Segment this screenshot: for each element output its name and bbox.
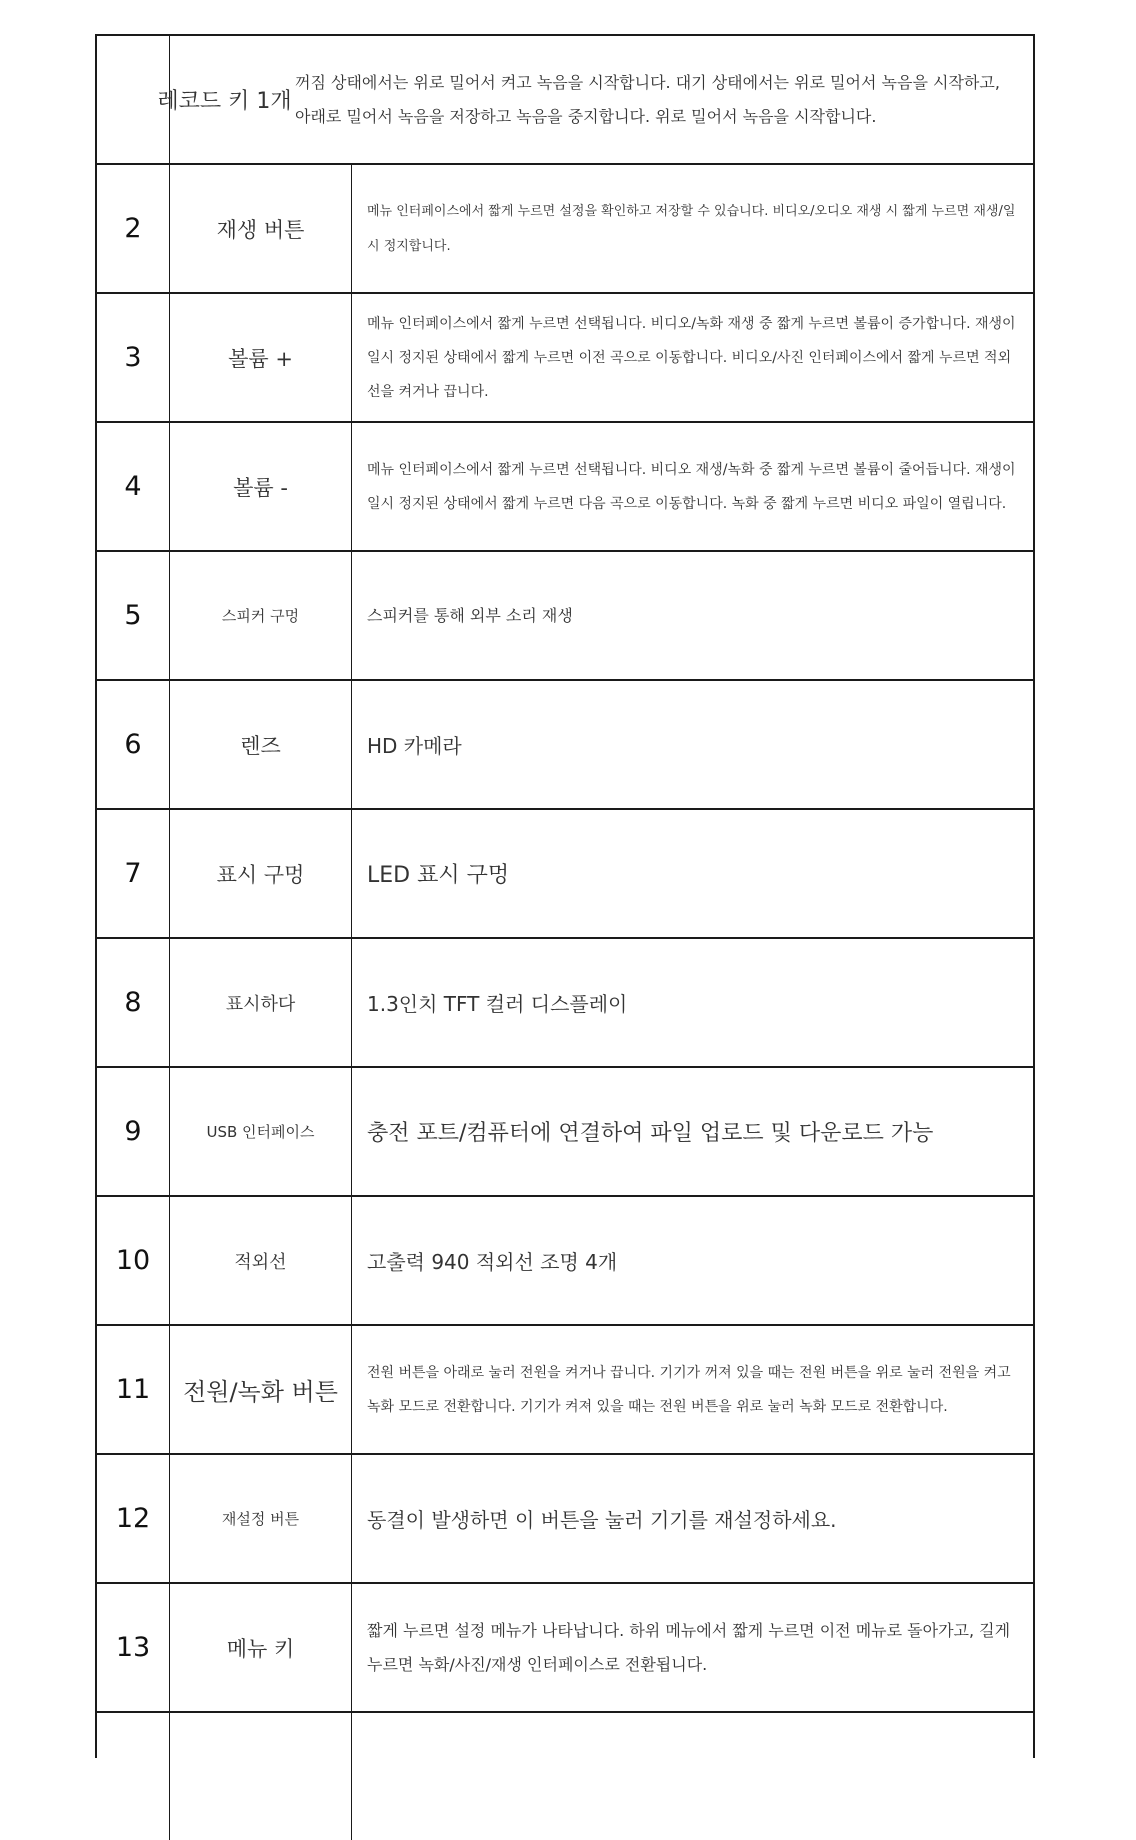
table-row	[97, 937, 1033, 1066]
item-description-cell	[280, 36, 1033, 163]
table-row	[97, 679, 1033, 808]
item-description-cell	[352, 552, 1033, 679]
item-description: 꺼짐 상태에서는 위로 밀어서 켜고 녹음을 시작합니다. 대기 상태에서는 위로 밀어서 녹음을 시작하고, 아래로 밀어서 녹음을 저장하고 녹음을 중지합니다. 위로 밀어서 녹음을 시작합니다.	[295, 72, 1000, 126]
item-description: HD 카메라	[367, 734, 462, 758]
item-number: 11	[115, 1374, 151, 1405]
table-row	[97, 163, 1033, 292]
item-name: 재생 버튼	[169, 165, 352, 292]
item-description: 충전 포트/컴퓨터에 연결하여 파일 업로드 및 다운로드 가능	[367, 1121, 934, 1146]
item-number: 13	[115, 1632, 151, 1663]
table-row	[97, 1711, 1033, 1840]
item-number: 9	[124, 1116, 142, 1147]
item-description: 전원 버튼을 아래로 눌러 전원을 켜거나 끕니다. 기기가 꺼져 있을 때는 전원 버튼을 위로 눌러 전원을 켜고 녹화 모드로 전환합니다. 기기가 켜져 있을 때는 전원 버튼을 위로 눌러 녹화 모드로 전환합니다.	[367, 1364, 1011, 1415]
item-description-cell	[352, 1713, 1033, 1840]
spec-table	[95, 34, 1035, 1758]
item-number: 8	[124, 987, 142, 1018]
item-description-cell	[352, 1197, 1033, 1324]
table-row	[97, 34, 1033, 163]
item-description-cell	[352, 294, 1033, 421]
item-number: 10	[115, 1245, 151, 1276]
item-description-cell	[352, 681, 1033, 808]
item-number: 12	[115, 1503, 151, 1534]
item-name: 표시하다	[169, 939, 352, 1066]
table-row	[97, 550, 1033, 679]
table-row	[97, 1453, 1033, 1582]
item-description: 짧게 누르면 설정 메뉴가 나타납니다. 하위 메뉴에서 짧게 누르면 이전 메뉴로 돌아가고, 길게 누르면 녹화/사진/재생 인터페이스로 전환됩니다.	[367, 1620, 1011, 1674]
item-description: 1.3인치 TFT 컬러 디스플레이	[367, 992, 628, 1016]
table-row	[97, 292, 1033, 421]
item-name: 볼륨 +	[169, 294, 352, 421]
item-description-cell	[352, 1584, 1033, 1711]
item-number: 4	[124, 471, 142, 502]
item-name: 재설정 버튼	[169, 1455, 352, 1582]
item-name: 스피커 구멍	[169, 552, 352, 679]
item-name	[169, 1713, 352, 1840]
item-description-cell	[352, 423, 1033, 550]
item-description-cell	[352, 165, 1033, 292]
item-number: 5	[124, 600, 142, 631]
table-row	[97, 1582, 1033, 1711]
table-row	[97, 1324, 1033, 1453]
item-name: 렌즈	[169, 681, 352, 808]
item-number: 7	[124, 858, 142, 889]
item-description: 동결이 발생하면 이 버튼을 눌러 기기를 재설정하세요.	[367, 1508, 837, 1532]
item-name: 레코드 키 1개	[157, 89, 292, 114]
table-row	[97, 1066, 1033, 1195]
table-row	[97, 808, 1033, 937]
item-description: 메뉴 인터페이스에서 짧게 누르면 선택됩니다. 비디오 재생/녹화 중 짧게 누르면 볼륨이 줄어듭니다. 재생이 일시 정지된 상태에서 짧게 누르면 다음 곡으로 이동합니다. 녹화 중 짧게 누르면 비디오 파일이 열립니다.	[367, 461, 1016, 512]
item-description: 메뉴 인터페이스에서 짧게 누르면 설정을 확인하고 저장할 수 있습니다. 비디오/오디오 재생 시 짧게 누르면 재생/일시 정지합니다.	[367, 203, 1016, 254]
item-name: USB 인터페이스	[169, 1068, 352, 1195]
item-name: 전원/녹화 버튼	[169, 1326, 352, 1453]
item-number: 2	[124, 213, 142, 244]
item-number: 6	[124, 729, 142, 760]
item-number: 3	[124, 342, 142, 373]
item-description-cell	[352, 810, 1033, 937]
item-description: 스피커를 통해 외부 소리 재생	[367, 605, 573, 625]
item-name: 메뉴 키	[169, 1584, 352, 1711]
item-name: 적외선	[169, 1197, 352, 1324]
table-row	[97, 1195, 1033, 1324]
item-description: 고출력 940 적외선 조명 4개	[367, 1250, 618, 1274]
item-name: 볼륨 -	[169, 423, 352, 550]
item-name: 표시 구멍	[169, 810, 352, 937]
item-description: LED 표시 구멍	[367, 863, 510, 888]
table-row	[97, 421, 1033, 550]
column-divider	[169, 36, 170, 163]
item-description-cell	[352, 1068, 1033, 1195]
item-description: 메뉴 인터페이스에서 짧게 누르면 선택됩니다. 비디오/녹화 재생 중 짧게 누르면 볼륨이 증가합니다. 재생이 일시 정지된 상태에서 짧게 누르면 이전 곡으로 이동합니다. 비디오/사진 인터페이스에서 짧게 누르면 적외선을 켜거나 끕니다.	[367, 315, 1016, 400]
item-description-cell	[352, 1455, 1033, 1582]
item-description-cell	[352, 939, 1033, 1066]
item-number	[97, 1713, 169, 1840]
item-description-cell	[352, 1326, 1033, 1453]
